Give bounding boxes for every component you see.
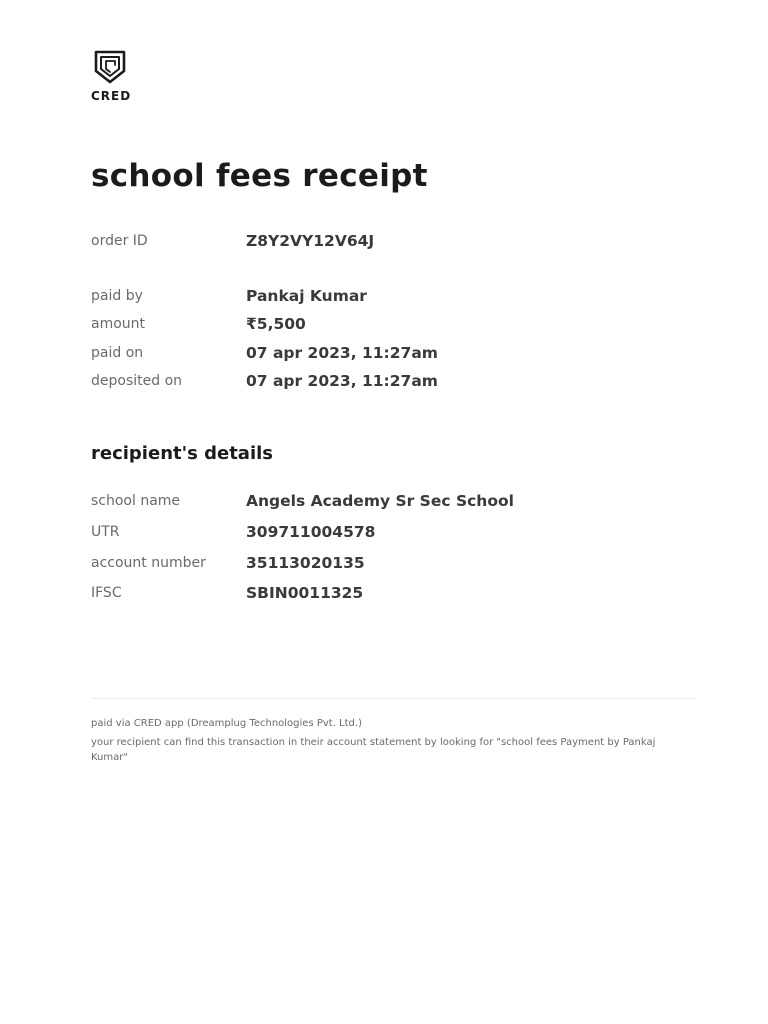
utr-row xyxy=(91,524,695,546)
recipient-section-title: recipient's details xyxy=(91,443,273,464)
school-name-label: school name xyxy=(91,493,181,509)
footer-divider xyxy=(91,698,695,699)
ifsc-value: SBIN0011325 xyxy=(246,584,364,602)
paid-on-value: 07 apr 2023, 11:27am xyxy=(246,344,438,362)
order-id-value: Z8Y2VY12V64J xyxy=(246,232,375,250)
utr-value: 309711004578 xyxy=(246,523,376,541)
school-name-row xyxy=(91,493,695,515)
footer-provider-note: paid via CRED app (Dreamplug Technologies Pvt. Ltd.) xyxy=(91,718,362,729)
account-number-value: 35113020135 xyxy=(246,554,365,572)
deposited-on-label: deposited on xyxy=(91,373,183,389)
utr-label: UTR xyxy=(91,524,120,540)
deposited-on-row xyxy=(91,373,695,395)
account-number-row xyxy=(91,555,695,577)
paid-by-row xyxy=(91,288,695,310)
account-number-label: account number xyxy=(91,555,206,571)
deposited-on-value: 07 apr 2023, 11:27am xyxy=(246,372,438,390)
amount-row xyxy=(91,316,695,338)
brand-name: CRED xyxy=(91,89,132,103)
paid-on-row xyxy=(91,345,695,367)
ifsc-row xyxy=(91,585,695,607)
page-title: school fees receipt xyxy=(91,158,428,194)
footer-statement-note: your recipient can find this transaction in their account statement by looking for "school fees Payment by Pankaj Kumar" xyxy=(91,737,656,763)
school-name-value: Angels Academy Sr Sec School xyxy=(246,492,514,510)
paid-by-label: paid by xyxy=(91,288,143,304)
order-id-row xyxy=(91,233,695,255)
ifsc-label: IFSC xyxy=(91,585,122,601)
amount-value: ₹5,500 xyxy=(246,315,306,333)
amount-label: amount xyxy=(91,316,146,332)
paid-by-value: Pankaj Kumar xyxy=(246,287,367,305)
order-id-label: order ID xyxy=(91,233,148,249)
cred-shield-icon xyxy=(94,50,126,84)
paid-on-label: paid on xyxy=(91,345,144,361)
brand-logo xyxy=(91,50,133,106)
